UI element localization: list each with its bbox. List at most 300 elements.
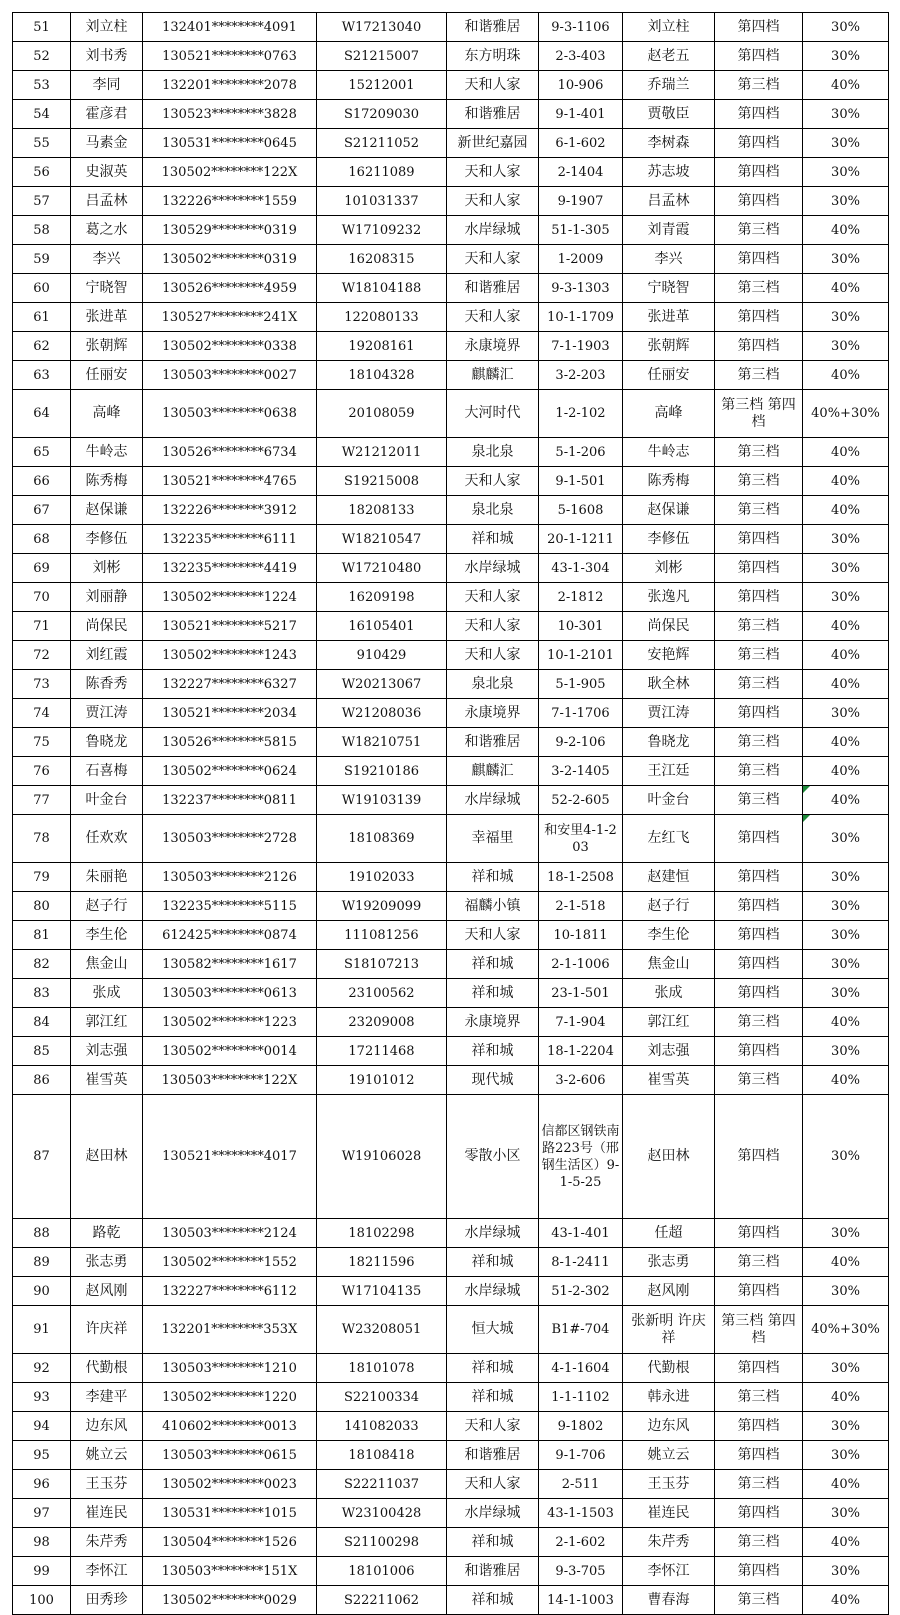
room-number-cell bbox=[539, 1008, 623, 1037]
row-number-cell bbox=[13, 1008, 71, 1037]
community-name: 祥和城 bbox=[471, 868, 514, 885]
subsidy-level-cell bbox=[715, 1441, 803, 1470]
subsidy-percent-cell bbox=[803, 42, 889, 71]
card-number-cell bbox=[317, 1306, 447, 1354]
applicant-name: 赵风刚 bbox=[85, 1282, 128, 1299]
community-name-cell bbox=[447, 1248, 539, 1277]
subsidy-level-cell bbox=[715, 332, 803, 361]
applicant-name: 刘丽静 bbox=[85, 588, 128, 605]
subsidy-percent-cell bbox=[803, 1586, 889, 1615]
room-number-cell bbox=[539, 332, 623, 361]
applicant-name: 李怀江 bbox=[85, 1562, 128, 1579]
row-number-cell bbox=[13, 1277, 71, 1306]
community-name: 永康境界 bbox=[464, 337, 521, 354]
owner-name-cell bbox=[623, 612, 715, 641]
owner-name: 姚立云 bbox=[647, 1446, 690, 1463]
row-number: 87 bbox=[33, 1149, 50, 1164]
id-number: 132235********5115 bbox=[162, 898, 297, 914]
subsidy-level: 第三档 bbox=[737, 646, 780, 663]
community-name: 永康境界 bbox=[464, 1013, 521, 1030]
row-number: 77 bbox=[33, 792, 50, 808]
room-number-cell bbox=[539, 757, 623, 786]
room-number-cell bbox=[539, 1383, 623, 1412]
owner-name-cell bbox=[623, 390, 715, 438]
id-number-cell bbox=[143, 583, 317, 612]
table-row bbox=[13, 1528, 889, 1557]
id-number: 130526********4959 bbox=[162, 280, 297, 296]
row-number-cell bbox=[13, 728, 71, 757]
row-number: 57 bbox=[33, 193, 50, 209]
subsidy-level: 第四档 bbox=[737, 955, 780, 972]
community-name-cell bbox=[447, 496, 539, 525]
card-number: W18210751 bbox=[341, 734, 422, 750]
room-number: 10-1-2101 bbox=[547, 647, 614, 663]
owner-name: 张朝辉 bbox=[647, 337, 690, 354]
subsidy-percent-cell bbox=[803, 1528, 889, 1557]
row-number-cell bbox=[13, 786, 71, 815]
applicant-name-cell bbox=[71, 1248, 143, 1277]
subsidy-percent: 40% bbox=[831, 792, 860, 808]
room-number-cell bbox=[539, 583, 623, 612]
subsidy-percent: 30% bbox=[831, 1418, 860, 1434]
applicant-name: 刘书秀 bbox=[85, 47, 128, 64]
community-name: 泉北泉 bbox=[471, 675, 514, 692]
table-row bbox=[13, 274, 889, 303]
id-number: 132201********353X bbox=[161, 1322, 298, 1337]
applicant-name-cell bbox=[71, 921, 143, 950]
id-number: 612425********0874 bbox=[162, 927, 297, 943]
applicant-name-cell bbox=[71, 438, 143, 467]
row-number: 86 bbox=[33, 1072, 50, 1088]
row-number-cell bbox=[13, 467, 71, 496]
card-number-cell bbox=[317, 216, 447, 245]
table-row bbox=[13, 1219, 889, 1248]
owner-name: 尚保民 bbox=[647, 617, 690, 634]
room-number: 51-2-302 bbox=[551, 1283, 610, 1299]
community-name: 和谐雅居 bbox=[464, 279, 521, 296]
community-name-cell bbox=[447, 1008, 539, 1037]
card-number-cell bbox=[317, 1219, 447, 1248]
subsidy-percent-cell bbox=[803, 1441, 889, 1470]
community-name-cell bbox=[447, 921, 539, 950]
applicant-name-cell bbox=[71, 216, 143, 245]
row-number-cell bbox=[13, 1037, 71, 1066]
card-number-cell bbox=[317, 274, 447, 303]
room-number: 5-1608 bbox=[557, 502, 604, 518]
subsidy-level: 第四档 bbox=[737, 47, 780, 64]
row-number: 88 bbox=[33, 1225, 50, 1241]
room-number: 9-1907 bbox=[557, 193, 604, 209]
row-number: 94 bbox=[33, 1418, 50, 1434]
owner-name: 张逸凡 bbox=[647, 588, 690, 605]
subsidy-level-cell bbox=[715, 786, 803, 815]
room-number-cell bbox=[539, 245, 623, 274]
row-number-cell bbox=[13, 1383, 71, 1412]
table-row bbox=[13, 950, 889, 979]
subsidy-percent-cell bbox=[803, 303, 889, 332]
subsidy-level-cell bbox=[715, 71, 803, 100]
subsidy-level: 第四档 bbox=[737, 897, 780, 914]
room-number: 1-2009 bbox=[557, 251, 604, 267]
row-number: 59 bbox=[33, 251, 50, 267]
owner-name: 代勤根 bbox=[647, 1359, 690, 1376]
owner-name-cell bbox=[623, 158, 715, 187]
room-number-cell bbox=[539, 216, 623, 245]
owner-name-cell bbox=[623, 1354, 715, 1383]
subsidy-level: 第四档 bbox=[737, 559, 780, 576]
room-number: 10-1811 bbox=[553, 927, 608, 943]
community-name: 天和人家 bbox=[464, 926, 521, 943]
id-number-cell bbox=[143, 129, 317, 158]
subsidy-level: 第四档 bbox=[737, 337, 780, 354]
id-number: 130531********1015 bbox=[162, 1505, 297, 1521]
card-number: 18208133 bbox=[348, 502, 415, 518]
subsidy-level-cell bbox=[715, 1499, 803, 1528]
community-name-cell bbox=[447, 786, 539, 815]
row-number: 99 bbox=[33, 1563, 50, 1579]
subsidy-level: 第三档 bbox=[737, 501, 780, 518]
community-name-cell bbox=[447, 274, 539, 303]
owner-name-cell bbox=[623, 728, 715, 757]
applicant-name-cell bbox=[71, 1008, 143, 1037]
room-number-cell bbox=[539, 921, 623, 950]
id-number: 130521********4017 bbox=[162, 1149, 297, 1164]
subsidy-percent-cell bbox=[803, 438, 889, 467]
room-number-cell bbox=[539, 815, 623, 863]
subsidy-percent-cell bbox=[803, 863, 889, 892]
owner-name-cell bbox=[623, 979, 715, 1008]
card-number: 111081256 bbox=[344, 927, 419, 943]
card-number: 19208161 bbox=[348, 338, 415, 354]
community-name: 新世纪嘉园 bbox=[457, 134, 528, 151]
card-number: 101031337 bbox=[344, 193, 419, 209]
subsidy-percent: 40% bbox=[831, 1072, 860, 1088]
applicant-name: 李兴 bbox=[92, 250, 121, 267]
community-name-cell bbox=[447, 554, 539, 583]
subsidy-level: 第三档 bbox=[737, 1253, 780, 1270]
row-number: 100 bbox=[29, 1592, 54, 1608]
row-number: 62 bbox=[33, 338, 50, 354]
card-number-cell bbox=[317, 612, 447, 641]
room-number: 3-2-203 bbox=[555, 367, 606, 383]
row-number: 51 bbox=[33, 19, 50, 35]
card-number-cell bbox=[317, 42, 447, 71]
room-number-cell bbox=[539, 1557, 623, 1586]
subsidy-percent-cell bbox=[803, 583, 889, 612]
owner-name-cell bbox=[623, 1008, 715, 1037]
card-number: 19102033 bbox=[348, 869, 415, 885]
applicant-name-cell bbox=[71, 1219, 143, 1248]
card-number: 18108369 bbox=[348, 831, 415, 846]
owner-name: 王江廷 bbox=[647, 762, 690, 779]
owner-name-cell bbox=[623, 1412, 715, 1441]
table-row bbox=[13, 158, 889, 187]
card-number-cell bbox=[317, 496, 447, 525]
room-number: 43-1-401 bbox=[551, 1225, 610, 1241]
owner-name-cell bbox=[623, 583, 715, 612]
subsidy-percent-cell bbox=[803, 1499, 889, 1528]
community-name-cell bbox=[447, 1470, 539, 1499]
owner-name-cell bbox=[623, 1248, 715, 1277]
id-number: 130503********151X bbox=[161, 1563, 298, 1579]
room-number: 1-2-102 bbox=[555, 406, 606, 421]
subsidy-percent: 40% bbox=[831, 444, 860, 460]
owner-name-cell bbox=[623, 187, 715, 216]
id-number: 132237********0811 bbox=[162, 792, 297, 808]
id-number: 132227********6327 bbox=[162, 676, 297, 692]
owner-name: 崔连民 bbox=[647, 1504, 690, 1521]
community-name-cell bbox=[447, 979, 539, 1008]
owner-name-cell bbox=[623, 1441, 715, 1470]
community-name: 水岸绿城 bbox=[464, 791, 521, 808]
subsidy-level-cell bbox=[715, 641, 803, 670]
id-number: 130502********0014 bbox=[162, 1043, 297, 1059]
subsidy-percent: 30% bbox=[831, 1043, 860, 1059]
owner-name: 乔瑞兰 bbox=[647, 76, 690, 93]
community-name-cell bbox=[447, 438, 539, 467]
subsidy-percent: 40% bbox=[831, 1534, 860, 1550]
table-body bbox=[13, 13, 889, 1615]
subsidy-level: 第四档 bbox=[737, 926, 780, 943]
community-name: 恒大城 bbox=[471, 1321, 514, 1337]
subsidy-percent: 40% bbox=[831, 1389, 860, 1405]
room-number: 52-2-605 bbox=[551, 792, 610, 808]
card-number: W21208036 bbox=[341, 705, 422, 721]
table-row bbox=[13, 496, 889, 525]
id-number-cell bbox=[143, 467, 317, 496]
community-name-cell bbox=[447, 815, 539, 863]
row-number: 98 bbox=[33, 1534, 50, 1550]
table-row bbox=[13, 554, 889, 583]
card-number: 18101078 bbox=[348, 1360, 415, 1376]
room-number-cell bbox=[539, 158, 623, 187]
card-number-cell bbox=[317, 438, 447, 467]
community-name: 祥和城 bbox=[471, 1042, 514, 1059]
id-number-cell bbox=[143, 728, 317, 757]
applicant-name: 王玉芬 bbox=[85, 1475, 128, 1492]
community-name-cell bbox=[447, 187, 539, 216]
subsidy-level: 第四档 bbox=[737, 163, 780, 180]
table-row bbox=[13, 361, 889, 390]
id-number-cell bbox=[143, 1528, 317, 1557]
community-name: 天和人家 bbox=[464, 646, 521, 663]
id-number: 130526********5815 bbox=[162, 734, 297, 750]
owner-name-cell bbox=[623, 1037, 715, 1066]
card-number: W18104188 bbox=[341, 280, 422, 296]
subsidy-level-cell bbox=[715, 892, 803, 921]
id-number-cell bbox=[143, 1383, 317, 1412]
applicant-name-cell bbox=[71, 1066, 143, 1095]
id-number: 130503********2126 bbox=[162, 869, 297, 885]
owner-name: 边东风 bbox=[647, 1417, 690, 1434]
id-number-cell bbox=[143, 216, 317, 245]
room-number-cell bbox=[539, 1277, 623, 1306]
row-number: 96 bbox=[33, 1476, 50, 1492]
community-name: 祥和城 bbox=[471, 955, 514, 972]
subsidy-level-cell bbox=[715, 979, 803, 1008]
card-number-cell bbox=[317, 1066, 447, 1095]
id-number: 130504********1526 bbox=[162, 1534, 297, 1550]
subsidy-percent: 40% bbox=[831, 734, 860, 750]
id-number: 130502********1243 bbox=[162, 647, 297, 663]
table-row bbox=[13, 1354, 889, 1383]
applicant-name: 朱丽艳 bbox=[85, 868, 128, 885]
applicant-name: 郭江红 bbox=[85, 1013, 128, 1030]
row-number: 79 bbox=[33, 869, 50, 885]
subsidy-level: 第三档 bbox=[737, 675, 780, 692]
subsidy-percent: 30% bbox=[831, 869, 860, 885]
community-name: 和谐雅居 bbox=[464, 733, 521, 750]
subsidy-level-cell bbox=[715, 245, 803, 274]
room-number: 4-1-1604 bbox=[551, 1360, 610, 1376]
applicant-name-cell bbox=[71, 187, 143, 216]
subsidy-percent: 40%+30% bbox=[811, 406, 880, 421]
community-name: 天和人家 bbox=[464, 163, 521, 180]
subsidy-percent-cell bbox=[803, 1037, 889, 1066]
applicant-name: 霍彦君 bbox=[85, 105, 128, 122]
row-number-cell bbox=[13, 1470, 71, 1499]
room-number-cell bbox=[539, 129, 623, 158]
row-number-cell bbox=[13, 641, 71, 670]
subsidy-percent-cell bbox=[803, 390, 889, 438]
card-number-cell bbox=[317, 1557, 447, 1586]
card-number: S22211037 bbox=[343, 1476, 420, 1492]
row-number-cell bbox=[13, 670, 71, 699]
id-number: 130521********4765 bbox=[162, 473, 297, 489]
subsidy-percent-cell bbox=[803, 1008, 889, 1037]
id-number-cell bbox=[143, 863, 317, 892]
card-number-cell bbox=[317, 158, 447, 187]
id-number-cell bbox=[143, 612, 317, 641]
community-name: 天和人家 bbox=[464, 76, 521, 93]
owner-name-cell bbox=[623, 921, 715, 950]
id-number: 130526********6734 bbox=[162, 444, 297, 460]
subsidy-level-cell bbox=[715, 863, 803, 892]
row-number: 64 bbox=[33, 406, 50, 421]
row-number: 67 bbox=[33, 502, 50, 518]
row-number: 92 bbox=[33, 1360, 50, 1376]
subsidy-level-cell bbox=[715, 1306, 803, 1354]
subsidy-percent: 40% bbox=[831, 1476, 860, 1492]
community-name: 零散小区 bbox=[464, 1148, 521, 1164]
card-number-cell bbox=[317, 1095, 447, 1219]
community-name-cell bbox=[447, 950, 539, 979]
owner-name: 赵保谦 bbox=[647, 501, 690, 518]
applicant-name: 崔雪英 bbox=[85, 1071, 128, 1088]
subsidy-percent: 30% bbox=[831, 927, 860, 943]
card-number-cell bbox=[317, 950, 447, 979]
room-number-cell bbox=[539, 979, 623, 1008]
owner-name: 任丽安 bbox=[647, 366, 690, 383]
applicant-name-cell bbox=[71, 496, 143, 525]
owner-name-cell bbox=[623, 438, 715, 467]
applicant-name-cell bbox=[71, 245, 143, 274]
card-number-cell bbox=[317, 13, 447, 42]
subsidy-level-cell bbox=[715, 187, 803, 216]
card-number-cell bbox=[317, 699, 447, 728]
subsidy-percent: 30% bbox=[831, 1360, 860, 1376]
owner-name-cell bbox=[623, 815, 715, 863]
room-number: 9-3-705 bbox=[555, 1563, 606, 1579]
owner-name-cell bbox=[623, 1383, 715, 1412]
room-number: 3-2-606 bbox=[555, 1072, 606, 1088]
owner-name-cell bbox=[623, 245, 715, 274]
community-name: 祥和城 bbox=[471, 1253, 514, 1270]
community-name-cell bbox=[447, 757, 539, 786]
subsidy-level-cell bbox=[715, 274, 803, 303]
applicant-name: 刘彬 bbox=[92, 559, 121, 576]
row-number: 52 bbox=[33, 48, 50, 64]
community-name-cell bbox=[447, 728, 539, 757]
applicant-name-cell bbox=[71, 815, 143, 863]
owner-name-cell bbox=[623, 13, 715, 42]
room-number-cell bbox=[539, 274, 623, 303]
community-name-cell bbox=[447, 1383, 539, 1412]
row-number: 83 bbox=[33, 985, 50, 1001]
subsidy-level-cell bbox=[715, 1470, 803, 1499]
subsidy-percent-cell bbox=[803, 1095, 889, 1219]
owner-name-cell bbox=[623, 1219, 715, 1248]
id-number-cell bbox=[143, 979, 317, 1008]
applicant-name: 高峰 bbox=[92, 405, 121, 421]
card-number: 16211089 bbox=[348, 164, 415, 180]
card-number: 20108059 bbox=[348, 406, 415, 421]
room-number: 2-1404 bbox=[557, 164, 604, 180]
community-name-cell bbox=[447, 332, 539, 361]
room-number-cell bbox=[539, 1470, 623, 1499]
subsidy-level-cell bbox=[715, 42, 803, 71]
table-row bbox=[13, 1470, 889, 1499]
row-number: 85 bbox=[33, 1043, 50, 1059]
subsidy-level-cell bbox=[715, 1219, 803, 1248]
applicant-name: 李修伍 bbox=[85, 530, 128, 547]
room-number-cell bbox=[539, 390, 623, 438]
row-number-cell bbox=[13, 42, 71, 71]
room-number: 43-1-1503 bbox=[547, 1505, 614, 1521]
subsidy-percent-cell bbox=[803, 1383, 889, 1412]
subsidy-level-cell bbox=[715, 129, 803, 158]
id-number: 130529********0319 bbox=[162, 222, 297, 238]
subsidy-level: 第四档 bbox=[737, 1446, 780, 1463]
subsidy-percent: 30% bbox=[831, 1505, 860, 1521]
owner-name: 刘立柱 bbox=[647, 18, 690, 35]
community-name: 天和人家 bbox=[464, 250, 521, 267]
owner-name-cell bbox=[623, 1499, 715, 1528]
subsidy-level-cell bbox=[715, 583, 803, 612]
community-name-cell bbox=[447, 699, 539, 728]
subsidy-level: 第三档 bbox=[737, 762, 780, 779]
applicant-name-cell bbox=[71, 525, 143, 554]
subsidy-level: 第四档 bbox=[737, 1224, 780, 1241]
table-row bbox=[13, 863, 889, 892]
card-number: S21211052 bbox=[343, 135, 420, 151]
subsidy-level: 第四档 bbox=[737, 192, 780, 209]
room-number: 2-3-403 bbox=[555, 48, 606, 64]
subsidy-level-cell bbox=[715, 1586, 803, 1615]
room-number-cell bbox=[539, 1499, 623, 1528]
table-row bbox=[13, 1248, 889, 1277]
subsidy-level-cell bbox=[715, 13, 803, 42]
owner-name: 苏志坡 bbox=[647, 163, 690, 180]
row-number-cell bbox=[13, 757, 71, 786]
card-number-cell bbox=[317, 863, 447, 892]
subsidy-percent: 40% bbox=[831, 763, 860, 779]
subsidy-percent: 40% bbox=[831, 77, 860, 93]
community-name: 麒麟汇 bbox=[471, 366, 514, 383]
subsidy-level: 第四档 bbox=[737, 1562, 780, 1579]
applicant-name-cell bbox=[71, 699, 143, 728]
id-number-cell bbox=[143, 1412, 317, 1441]
